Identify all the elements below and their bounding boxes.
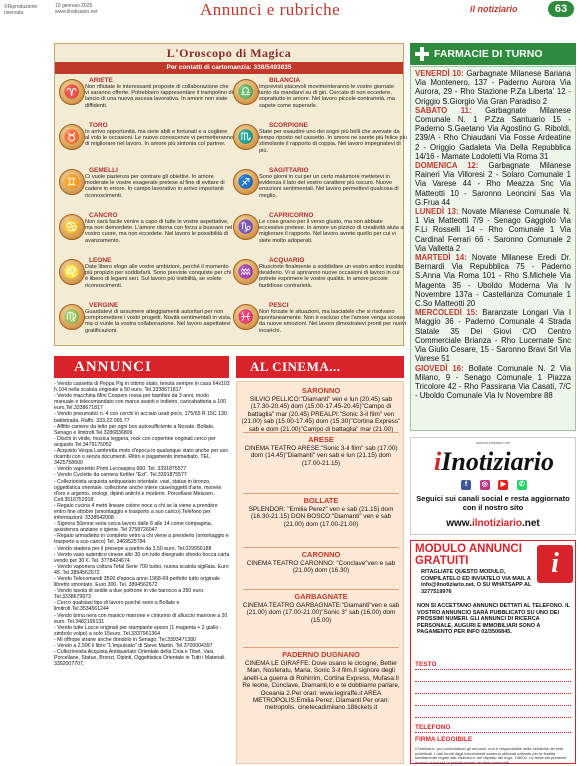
- sign-name: PESCI: [269, 302, 289, 309]
- form-logo: i: [537, 545, 573, 583]
- url-prefix: www.: [446, 518, 472, 529]
- horoscope-subtitle: Per contatti di cartomanzia: 338/5493835: [55, 62, 403, 74]
- sign-text: Date libero sfogo alle vostre ambizioni, perché il momento più propizio per soddisfarli. Sono previste conquiste per chi è libero di legami seri. Sul lavoro più visibilità, se volete riconoscimenti.: [85, 264, 232, 289]
- annuncio-item: - Vendo Telecomandi 3500 d'epoca anno 1968-69 perfetto tutto originale libretto smontato. Euro 300. Tel. 3894562672: [54, 576, 220, 589]
- zodiac-glyph: ♉: [63, 129, 81, 144]
- sign-name: SCORPIONE: [269, 122, 309, 129]
- pharmacy-day-text: Garbagnate Milanese Bariana Via Montenero, 137 - Paderno Aurora Via Aurora, 29 - Rho Stazione P.Za Liberta' 12 - Origgio S.Giorgio Via Gran Paradiso 2: [415, 69, 571, 106]
- zodiac-icon: [59, 169, 85, 195]
- annuncio-item: - Dischi in vinile, musica leggera, rock con copertine originali cerco per acquisto.Tel.3479175052: [54, 435, 216, 448]
- cinema-separator: [243, 647, 399, 648]
- annunci-header: ANNUNCI: [54, 356, 229, 378]
- zodiac-glyph: ♐: [237, 174, 255, 189]
- zodiac-icon: [233, 169, 259, 195]
- sign-name: ARIETE: [89, 77, 113, 84]
- sign-text: Sono giorni in cui per un certo malumore mettetevi in evidenza il lato del vostro carattere più oscuro. Nuove emozioni sentimentali. Nel lavoro permettevi qualcosa di meglio.: [259, 174, 399, 199]
- cinema-city: GARBAGNATE: [294, 592, 348, 601]
- cinema-block: [241, 386, 401, 433]
- annuncio-item: - Vendo a 2.50€ il libro "L'impulsato" di Steve Martin. Tel.3700004397: [54, 643, 213, 650]
- cinema-block: [241, 435, 401, 467]
- pharmacy-day: [415, 253, 571, 308]
- header-site[interactable]: www.ilnotiziario.net: [55, 9, 98, 15]
- url-brand: ilnotiziario: [471, 518, 522, 529]
- cinema-block: [241, 496, 401, 528]
- horoscope-box: [54, 43, 408, 346]
- logo-i: i: [434, 447, 442, 476]
- annuncio-item: - Vendo pneumatici n. 4 con cerchi in acciaio usati poco, 175/65 R 15C 130 battistrada. Raffo. 333.22.065.77: [54, 411, 227, 424]
- form-notes: NON SI ACCETTANO ANNUNCI DETTATI AL TELEFONO. IL VOSTRO ANNUNCIO SARÀ PUBBLICATO SU UNO DEI PROSSIMI NUMERI. GLI ANNUNCI DI RICERCA PERSONALE, AUGURI E IMMOBILIARI SONO A PAGAMENTO PER INFO 02/3506845.: [417, 603, 570, 636]
- cinema-schedule: CINEMA LE GIRAFFE: Dove osano le cicogne, Better Man, Nosferatu, Maria, Sonic 3-il film,Il signore degli anelli-La guerra di Rohirrim, Cortina Express, Mufasa:Il Re leone, Conclave, Diamanti,Io e te dobbiamo parlare, Oceania 2.Per orari: www.legiraffe.it AREA METROPOLIS:Emilia Perez, Diamanti Per orari: metropolis. cinetecadimilano.18tickets.it: [242, 660, 400, 712]
- sign-text: Ci vuole pazienza per contrare gli obiettivi. In amore moderate le vostre esagerate pretese al fine di evitare di cadere in errore. In campo lavorativo in arrivo importanti riconoscimenti.: [85, 174, 225, 199]
- annuncio-item: - Collezionista acquista antiquariato orientale: vasi, statue in bronzo, oggettistica orientale. collezione anche intere case/oggetti d'arte, monete d'oro e argento, orologi, dipinti antichi e moderni. Porcellane Meissen. Cell.3516752918: [54, 478, 222, 503]
- pharmacy-day: [415, 364, 571, 401]
- pharmacy-title: FARMACIE DI TURNO: [434, 48, 543, 60]
- zodiac-icon: [59, 304, 85, 330]
- zodiac-glyph: ♈: [63, 84, 81, 99]
- whatsapp-icon[interactable]: ✆: [517, 480, 527, 490]
- zodiac-icon: [233, 304, 259, 330]
- sign-name: SAGITTARIO: [269, 167, 309, 174]
- sign-text: Riuscirete finalmente a soddisfare un vostro antico insolito desiderio. Vi si apriranno nuove occasioni di lavoro in cui potrete esprimere le vostre qualità. In amore piccole fastidiose contrarietà.: [259, 264, 404, 289]
- cinema-block: [241, 592, 401, 624]
- pharmacy-day: [415, 308, 571, 363]
- sign-name: CAPRICORNO: [269, 212, 314, 219]
- telefono-line[interactable]: [415, 732, 571, 733]
- url-suffix: .net: [521, 518, 540, 529]
- header-date: 10 gennaio 2025: [55, 3, 93, 9]
- annuncio-item: - Acquisto Vespa Lambretta moto d'epoca in qualunque stato anche per uso ricambi con o senza documenti. Ritiro e pagamento immediato. TEL. 3425758600: [54, 448, 229, 467]
- sign-text: Imprevisti piacevoli movimenteranno le vostre giornate tanto da mandarvi su di giri. Cercate di non eccedere, soprattutto in amore. Nel lavoro piccole contrarietà, ma sapete come superarle.: [259, 84, 395, 109]
- sign-name: ACQUARIO: [269, 257, 305, 264]
- form-title: MODULO ANNUNCI GRATUITI: [415, 543, 522, 567]
- zodiac-glyph: ♋: [63, 219, 81, 234]
- sign-name: BILANCIA: [269, 77, 301, 84]
- cinema-city: ARESE: [308, 435, 334, 444]
- page-header: [0, 0, 580, 40]
- zodiac-glyph: ♑: [237, 219, 255, 234]
- testo-line-5[interactable]: [415, 717, 571, 718]
- cinema-schedule: CINEMA TEATRO CARONNO: "Conclave"ven e sab (21.00) dom (16.30): [246, 560, 396, 575]
- brand-name: il notiziario: [470, 4, 518, 14]
- pharmacy-day-label: DOMENICA 12:: [415, 161, 479, 171]
- pharmacy-day-label: GIOVEDÌ 16:: [415, 363, 464, 373]
- annuncio-item: - Mi offrope strane anche dondolo in Senago. Tel.3393471380: [54, 636, 196, 643]
- pharmacy-day-text: Novate Milanese Comunale N. 1 Via Matteotti 7/9 - Senago Gaggiolo Via F.Li Rosselli 14 - Rho Comunale 1 Via Cardinal Ferrari 66 - Saronno Comunale 2 Via Valletta 2: [415, 207, 571, 253]
- pharmacy-day-label: MERCOLEDÌ 15:: [415, 308, 478, 318]
- pharmacy-day-label: MARTEDÌ 14:: [415, 253, 467, 263]
- cinema-separator: [243, 493, 399, 494]
- sign-name: CANCRO: [89, 212, 118, 219]
- pharmacy-header: [410, 43, 576, 65]
- pharmacy-day-text: Bollate Comunale N. 2 Via Milano, 9 - Senago Comunale 1 Piazza Tricolore 42 - Rho Passirana Via Casati, 7/C - Uboldo Comunale Via Iv Novembre 88: [415, 363, 571, 401]
- zodiac-glyph: ♊: [63, 174, 81, 189]
- telefono-label: TELEFONO: [415, 724, 451, 731]
- annuncio-item: - Collezionista Acquista Antiquariato Orientale della Cina e Tibet, Vasi, Porcellane, Statue, Bronzi, Dipinti, Oggettistica Orientale in Tutti i Materiali. 3392007707.: [54, 649, 226, 668]
- sign-text: In arrivo opportunità, ma siete abili e fortunati e a cogliere al volo le occasioni. Le nuove conoscenze vi permetteranno di migliorare nel lavoro. In amore più sintonia col partner.: [85, 129, 234, 148]
- instagram-icon[interactable]: ◎: [481, 481, 488, 488]
- sign-name: LEONE: [89, 257, 112, 264]
- zodiac-icon: [59, 259, 85, 285]
- zodiac-glyph: ♍: [63, 309, 81, 324]
- annuncio-item: - Affitto camere da letto per ogni box autosufficiente a Novate. Bollate, Senago e limitrofi.Tel.3286836809: [54, 423, 215, 436]
- youtube-icon[interactable]: ▶: [498, 480, 508, 490]
- zodiac-icon: [233, 214, 259, 240]
- sign-text: Guardatevi di assumere atteggiamenti autoritari per non compromettere i vostri progetti. Novità sentimentali in vista, ma ci vuole la vostra collaborazione. Nel lavoro aspettatevi gratificazioni.: [85, 309, 232, 334]
- pharmacy-day-text: Garbagnate Milanese Raineri Via Villoresi 2 - Solaro Comunale 1 Via Varese 44 - Rho Meazza Snc Via Matteotti 10 - Saronno Leoncini Sas Via G.Frua 44: [415, 161, 571, 207]
- sign-name: TORO: [89, 122, 108, 129]
- testo-line-2[interactable]: [415, 681, 571, 682]
- cinema-schedule: CINEMA TEATRO ARESE:"Sonic 3-il film" sab (17.00) dom (14.45)"Diamanti" ven sab e lun (21.15) dom (17.00-21.15): [244, 445, 398, 467]
- pharmacy-day-text: Garbagnate Milanese Comunale N. 1 P.Zza Santuario 15 - Paderno S.Gaetano Via Agostino G. Riboldi, 239/A - Rho Chiaudani Via Fosse Ardeatine 2 - Origgio Gadaleta Via Della Repubblica 14/16 - Mamate Lodoletti Via Roma 31: [415, 105, 571, 161]
- cinema-schedule: SPLENDOR: "Emilia Perez" ven e sab (21.15) dom (16.30-21.15) DON BOSCO:"Diamanti" ven e sab (21.00) dom (17.00-21.00): [248, 506, 394, 528]
- cinema-header: AL CINEMA...: [236, 356, 404, 378]
- form-instructions: RITAGLIATE QUESTO MODULO, COMPILATELO ED INVIATELO VIA MAIL A info@ilnotiziario.net. O SU WHATSAPP AL 3277519976: [421, 569, 532, 595]
- cinema-schedule: SILVIO PELLICO:"Diamanti" ven e lun (20.45) sab (17.30-20.45) dom (15.00-17.45-20.45)"Campo di battaglia" mar (20.45) PREALPI:"Sonic 3-il film" ven (21.00) sab (15.00-17.45) dom (15.30)"Cortina Express" sab e dom (21.00)"Campo di battaglia" mar (21.00): [241, 396, 401, 433]
- sign-name: VERGINE: [89, 302, 119, 309]
- zodiac-icon: [59, 124, 85, 150]
- sign-text: Non rifiutate le interessanti proposte di collaborazione che vi saranno offerte. Potrebbero rappresentare il trampolino di lancio di una nuova ascesa lavorativa. In amore non siate diffidenti.: [85, 84, 233, 109]
- testo-line-4[interactable]: [415, 705, 571, 706]
- pharmacy-day-text: Novate Milanese Eredi Dr. Bernardi Via Repubblica 75 - Paderno S.Anna Via Roma 101 - Rho S.Michele Via Magenta 35 - Uboldo Moderna Via Iv Novembre 137a - Castellanza Comunale 1 C.So Matteotti 20: [415, 253, 571, 309]
- facebook-icon[interactable]: f: [461, 480, 471, 490]
- inotiziario-ad[interactable]: [410, 437, 576, 535]
- cinema-city: PADERNO DUGNANO: [282, 650, 360, 659]
- logo-rest: Inotiziario: [441, 447, 554, 476]
- testo-line-1[interactable]: [415, 669, 571, 670]
- firma-label: FIRMA LEGGIBILE: [415, 736, 473, 743]
- zodiac-icon: [233, 259, 259, 285]
- pharmacy-day: [415, 207, 571, 253]
- zodiac-glyph: ♏: [237, 129, 255, 144]
- annuncio-item: - Vendo stadera per il presepe a partire da 3,50 euro. Tel.029956188: [54, 545, 212, 552]
- zodiac-glyph: ♎: [237, 84, 255, 99]
- zodiac-glyph: ♓: [237, 309, 255, 324]
- zodiac-icon: [233, 124, 259, 150]
- annuncio-item: - Signora 50enne seria cerca lavoro dalle 8 alle 14 come compagnia, assistenza anziane o igiene. Tel 3758726047: [54, 521, 213, 534]
- free-ad-form: [410, 540, 576, 764]
- testo-line-3[interactable]: [415, 693, 571, 694]
- cinema-schedule: CINEMA TEATRO GARBAGNATE:"Diamanti"ven e sab (21.00) dom (17.00-21.00)"Sonic 3" sab (16.00) dom (15.00): [242, 602, 400, 624]
- zodiac-glyph: ♒: [237, 264, 255, 279]
- form-footer: Il Notiziario, pur controllando gli annunci, non è responsabile della veridicità dei testi pubblicati. I dati forniti dagli inserzionisti saranno utilizzati soltanto per le finalità strettamente legate alle inserzioni, nel rispetto del d.lgs. 196/03. La firma del presente modulo autorizza la pubblicazione dei testi sottoscritti.: [415, 746, 567, 765]
- cinema-separator: [243, 432, 399, 433]
- cinema-city: SARONNO: [301, 386, 341, 395]
- sign-text: Non forzate le situazioni, ma lasciatele che si risolvano spontaneamente. Non è escluso che l'amore venga scosso da nuove emozioni. Nel lavoro dimostratevi pronti per nuovi incarichi.: [259, 309, 407, 334]
- pharmacy-list: [410, 66, 576, 431]
- annunci-list: [54, 381, 230, 764]
- cinema-separator: [243, 547, 399, 548]
- annuncio-item: - Vendo tutte Lucce originali per stampante epson (1 magenta + 2 giallo - simbolo volpe) a solo 15euro. Tel.3337961364: [54, 624, 222, 637]
- pharmacy-cross-icon: [415, 47, 429, 61]
- annuncio-item: - Vendo vaso autentico cinese alto 30 cm tutto disegnato sfondo bocca carta vendo per 30 €. Tel. 3778424674: [54, 551, 230, 564]
- annuncio-item: - Vendo tavola di sedile a due poltrone in vile barocco a 350 euro. Tel.3338679973: [54, 588, 205, 601]
- horoscope-title: L'Oroscopo di Magica: [166, 46, 292, 60]
- pharmacy-day-label: VENERDÌ 10:: [415, 69, 464, 78]
- testo-label: TESTO: [415, 661, 437, 668]
- annuncio-item: - Vendo brina nera con manico marrone e cinturino di alluccio marrone a 20 euro. Tel.3482199131: [54, 612, 228, 625]
- sign-text: Le cose girano per il verso giusto, ma non abbiate eccessive pretese. In amore un pizzico di creatività aiuta a migliorare il rapporto. Nel lavoro avrete quello per cui vi siete molto adoperati.: [259, 219, 404, 244]
- inotiziario-logo: [421, 448, 567, 476]
- header-date-block: [55, 3, 98, 15]
- annuncio-item: - Vendo Cyclette da camera Kettler "Ext". Tel.3391875577: [54, 472, 187, 479]
- cinema-separator: [243, 589, 399, 590]
- ad-url-top[interactable]: www.ilnotiziario.net: [475, 440, 510, 445]
- annuncio-item: - Vendo macchina Mini Coopers rossa per bambini da 3 anni, modo manuale e telecomandato con marce avanti e indietro, caricabatteria a 100 euro.Tel.3338671817: [54, 393, 226, 412]
- social-icons: [461, 480, 527, 490]
- sign-text: Non sarà facile venire a capo di tutte le vostre aspettative, ma non demordete. L'amore ritorna con forza a bussare nel vostro cuore, ma non eccedete. Nel lavoro le possibilità di avanzamento.: [85, 219, 233, 244]
- annuncio-item: - Vendo vaporetto Pomi Lecoaspira 660. Tel. 3391875577: [54, 466, 187, 473]
- annuncio-item: - Vendo vaporiera coltura Tefal Serie 700 turbo, nuova scatola sigillata. Euro 45. Tel.3894562672: [54, 563, 229, 576]
- publisher-note: ©Riproduzione riservata: [4, 4, 38, 16]
- zodiac-icon: [59, 79, 85, 105]
- ad-url[interactable]: [411, 518, 575, 529]
- pharmacy-day-label: SABATO 11:: [415, 105, 472, 115]
- cinema-listings: [236, 381, 404, 764]
- sign-text: State per esaudire uno dei sogni più belli che avevate da tempo riposto nel cassetto. In amore ne sarete più felice più stimolante il rapporto di coppia. Nel lavoro impegnatevi di più.: [259, 129, 408, 154]
- pharmacy-day-text: Baranzate Longari Via I Maggio 36 - Paderno Comunale 4 Strada Statale 35 Dei Giovi C/O Centro Commerciale Brianza - Rho Lucernate Snc Via Giulio Cesare, 15 - Saronno Bravi Srl Via Varese 51: [415, 308, 571, 364]
- zodiac-icon: [59, 214, 85, 240]
- zodiac-glyph: ♌: [63, 264, 81, 279]
- sign-name: GEMELLI: [89, 167, 118, 174]
- page-number: 63: [548, 1, 574, 17]
- pharmacy-day: [415, 69, 571, 106]
- annuncio-item: - Cerco qualsiasi tipo di lavoro purché serio a Bollate e limitrofi.Tel.3534561244: [54, 600, 180, 613]
- cinema-city: CARONNO: [301, 550, 341, 559]
- annuncio-item: - Regalo armadietto in completo vetro a chi viene a prenderlo (smontaggio e trasporto a suo carico) Tel. 3469525784: [54, 533, 229, 546]
- annuncio-item: - Vendo cassetta di Peppa Pig in ottimo stato, tenuta sempre in casa 64x103 h 104 nella scatola originale a 50 euro. Tel.3338671817: [54, 381, 230, 394]
- cinema-block: [241, 650, 401, 712]
- pharmacy-day: [415, 161, 571, 207]
- annuncio-item: - Regalo cucina 4 metri lineare colore noce a chi se la viene a prendere entro fine ottobre (smontaggio e trasporto a suo carico).Telefono per informazioni: 3338542008: [54, 502, 218, 522]
- pharmacy-day: [415, 106, 571, 161]
- zodiac-icon: [233, 79, 259, 105]
- pharmacy-day-label: LUNEDÌ 13:: [415, 207, 459, 217]
- cinema-city: BOLLATE: [303, 496, 339, 505]
- section-title: Annunci e rubriche: [200, 0, 341, 19]
- cinema-block: [241, 550, 401, 575]
- ad-text: Seguici sui canali social e resta aggiornato con il nostro sito: [416, 494, 570, 512]
